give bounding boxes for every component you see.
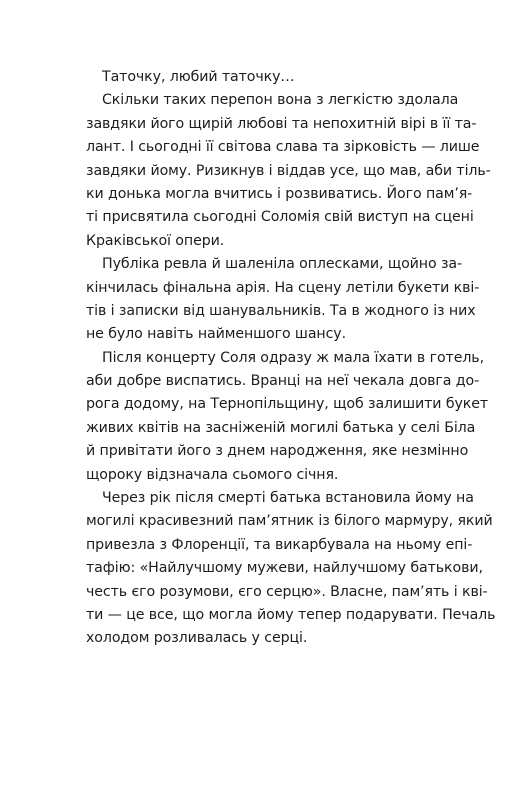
text-line: холодом розливалась у серці. <box>86 630 308 647</box>
text-line: ки донька могла вчитись і розвиватись. Його пам’я- <box>86 185 473 202</box>
text-line: Скільки таких перепон вона з легкістю здолала <box>102 92 459 109</box>
text-line: живих квітів на засніженій могилі батька у селі Біла <box>86 419 476 436</box>
text-line: щороку відзначала сьомого січня. <box>86 466 339 483</box>
text-line: Через рік після смерті батька встановила йому на <box>102 490 474 507</box>
text-line: Краківської опери. <box>86 232 225 249</box>
text-line: ті присвятила сьогодні Соломія свій виступ на сцені <box>86 209 474 226</box>
paragraph-5 <box>86 487 496 651</box>
text-line: й привітати його з днем народження, яке незмінно <box>86 443 469 460</box>
text-line: рога додому, на Тернопільщину, щоб залишити букет <box>86 396 489 413</box>
text-line: могилі красивезний пам’ятник із білого мармуру, який <box>86 513 493 530</box>
text-line: тів і записки від шанувальників. Та в жодного із них <box>86 302 476 319</box>
text-line: не було навіть найменшого шансу. <box>86 326 346 343</box>
paragraph-4 <box>86 347 489 487</box>
text-line: тафію: «Найлучшому мужеви, найлучшому батькови, <box>86 560 483 577</box>
paragraph-2 <box>86 89 491 253</box>
text-line: аби добре виспатись. Вранці на неї чекала довга до- <box>86 373 480 390</box>
text-line: завдяки його щирій любові та непохитній вірі в її та- <box>86 115 477 132</box>
text-line: ти — це все, що могла йому тепер подарувати. Печаль <box>86 606 496 623</box>
paragraph-1 <box>86 66 428 89</box>
body-text <box>86 66 496 651</box>
text-line: завдяки йому. Ризикнув і віддав усе, що мав, аби тіль- <box>86 162 491 179</box>
text-line: кінчилась фінальна арія. На сцену летіли букети кві- <box>86 279 480 296</box>
text-line: Публіка ревла й шаленіла оплесками, щойно за- <box>102 256 463 273</box>
text-line: привезла з Флоренції, та викарбувала на ньому епі- <box>86 536 473 553</box>
text-line: лант. І сьогодні її світова слава та зірковість — лише <box>86 139 480 156</box>
paragraph-3 <box>86 253 480 347</box>
text-line: честь єго розумови, єго серцю». Власне, пам’ять і кві- <box>86 583 488 600</box>
text-line: Таточку, любий таточку… <box>102 69 295 85</box>
text-line: Після концерту Соля одразу ж мала їхати в готель, <box>102 349 484 366</box>
